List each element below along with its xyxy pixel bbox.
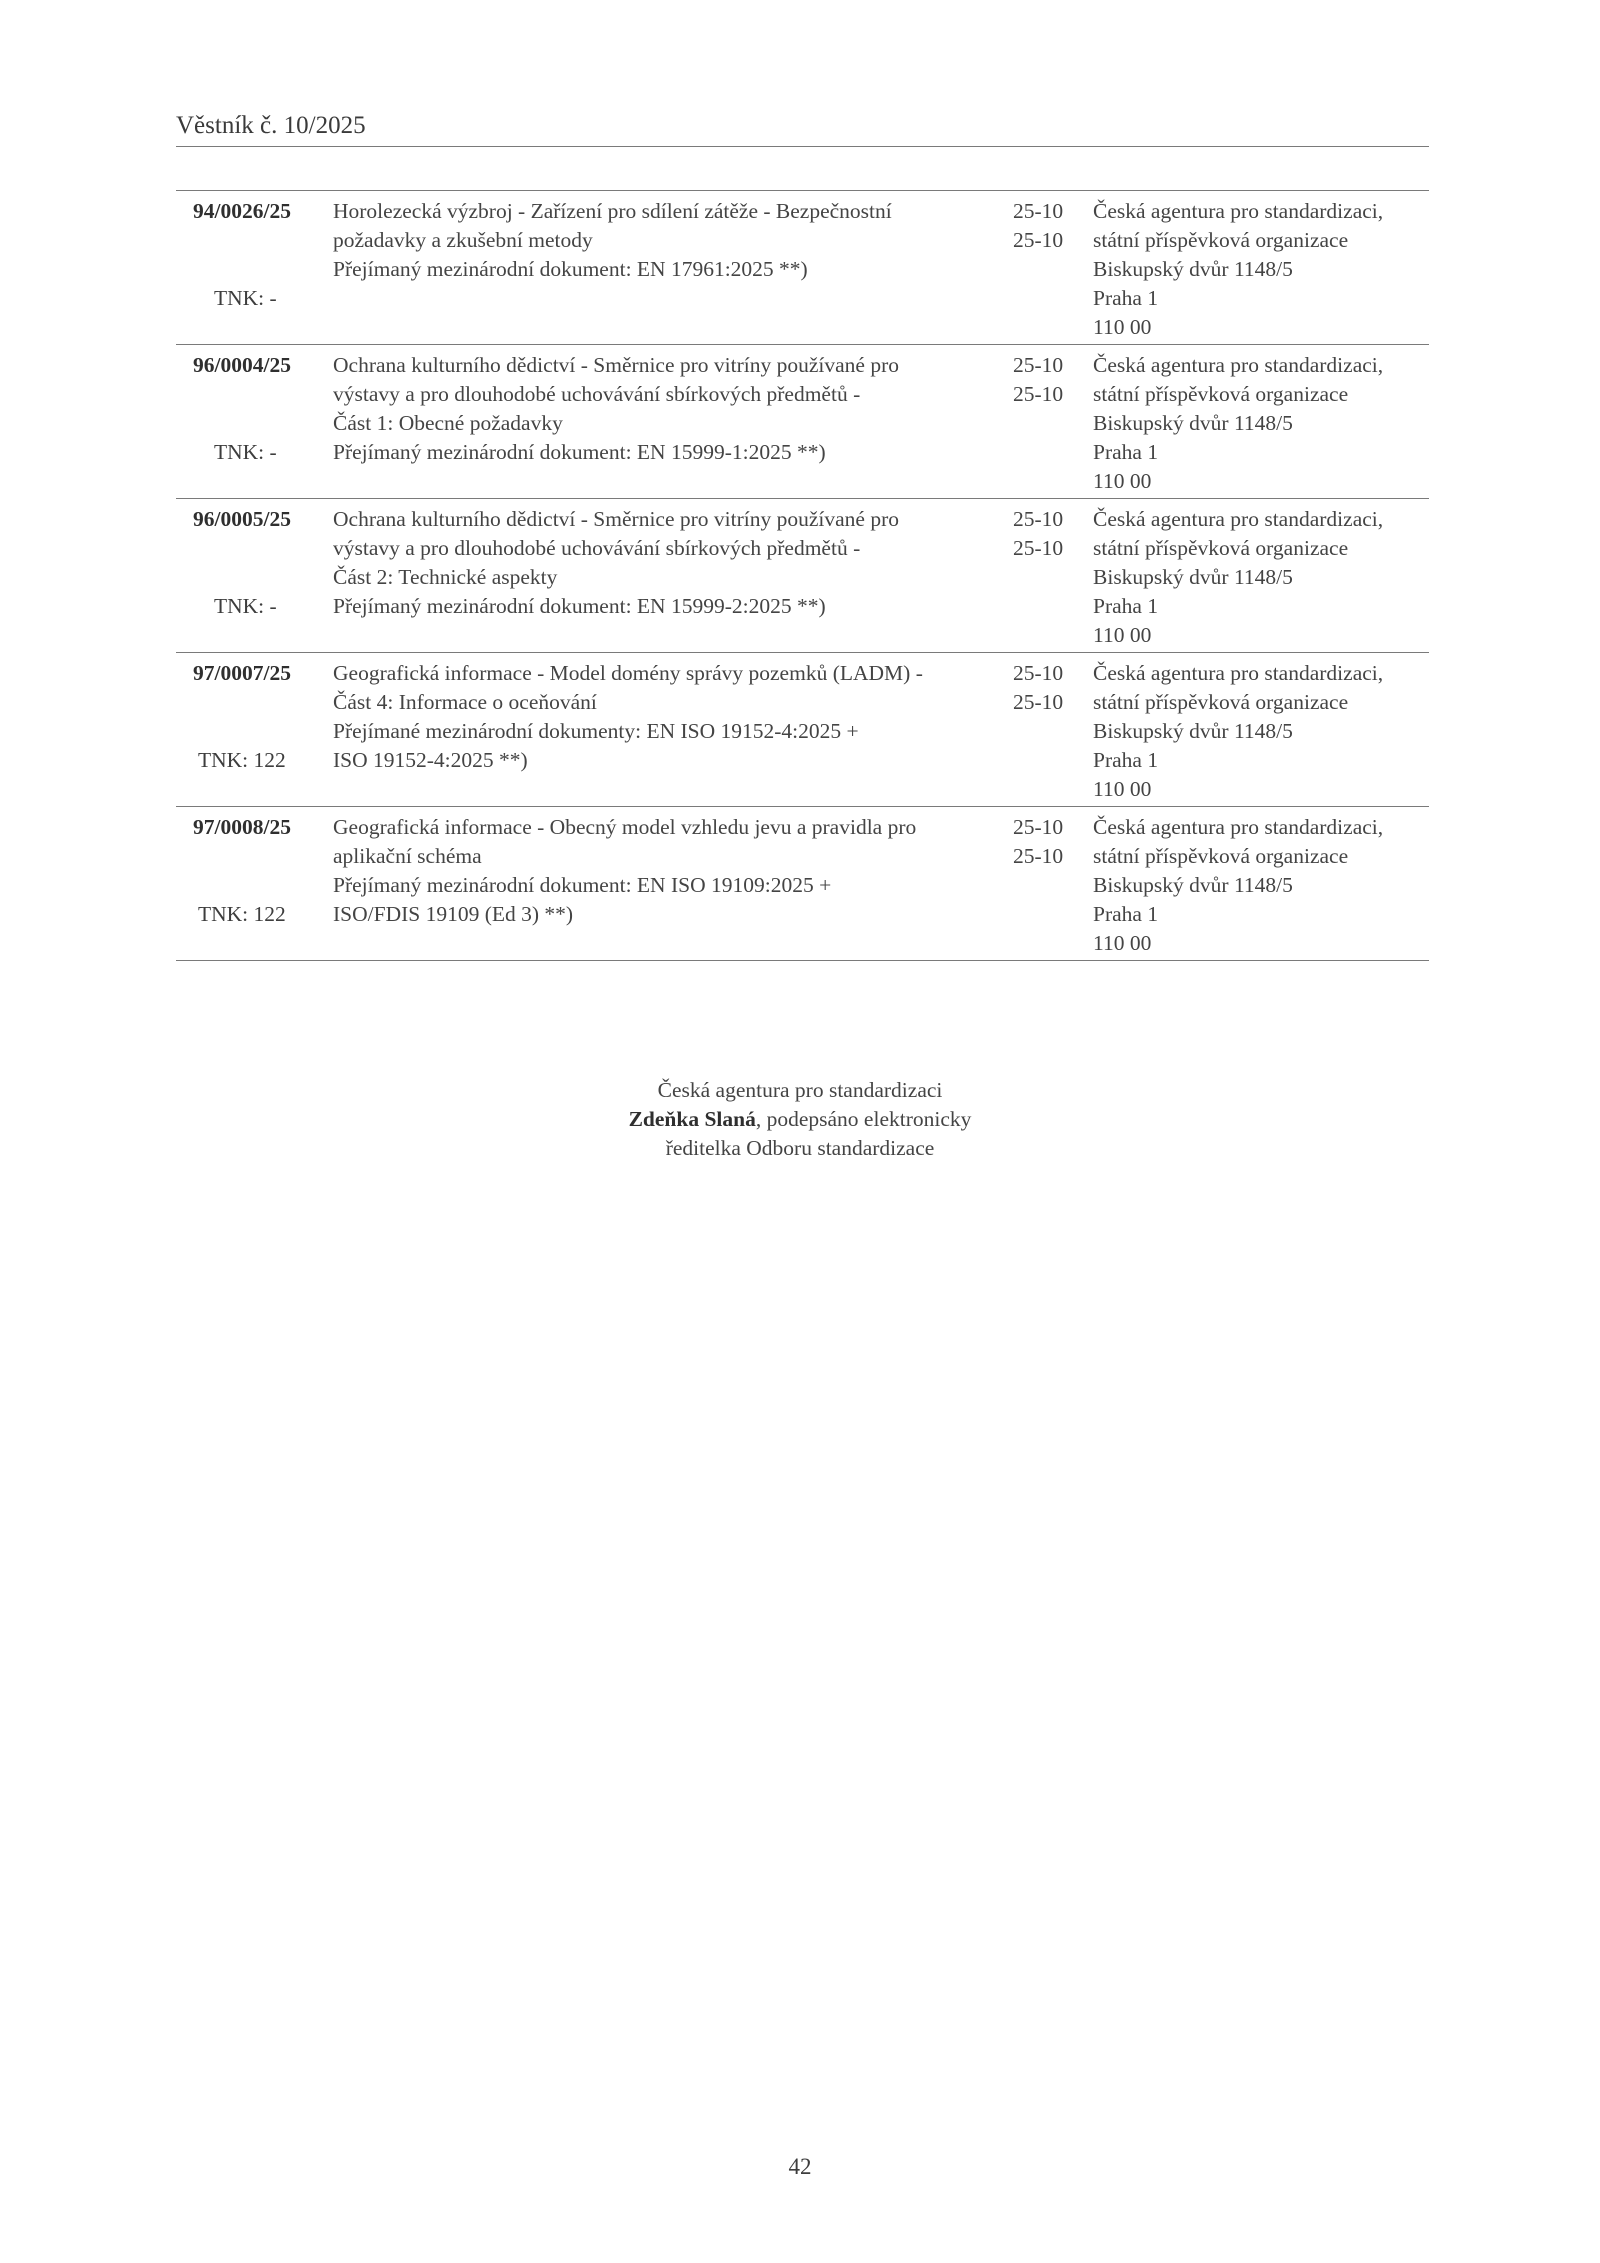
date-value: 25-10 bbox=[1013, 382, 1064, 406]
agency-address bbox=[1093, 197, 1383, 342]
agency-line: Česká agentura pro standardizaci, bbox=[1093, 199, 1384, 223]
standard-title bbox=[333, 659, 993, 775]
table-row bbox=[176, 498, 1429, 652]
agency-line: Česká agentura pro standardizaci, bbox=[1093, 661, 1384, 685]
agency-line: Biskupský dvůr 1148/5 bbox=[1093, 719, 1293, 743]
title-line: Geografická informace - Obecný model vzhledu jevu a pravidla pro bbox=[333, 815, 917, 839]
title-line: požadavky a zkušební metody bbox=[333, 228, 593, 252]
agency-line: Biskupský dvůr 1148/5 bbox=[1093, 257, 1293, 281]
tnk-label: TNK: 122 bbox=[198, 902, 286, 926]
date-value: 25-10 bbox=[1013, 815, 1064, 839]
dates bbox=[1013, 659, 1063, 717]
standard-title bbox=[333, 505, 993, 621]
agency-line: státní příspěvková organizace bbox=[1093, 536, 1349, 560]
tnk-label: TNK: 122 bbox=[198, 748, 286, 772]
dates bbox=[1013, 351, 1063, 409]
title-line: Přejímaný mezinárodní dokument: EN 17961:2025 **) bbox=[333, 257, 808, 281]
date-value: 25-10 bbox=[1013, 661, 1064, 685]
signature-block bbox=[0, 1076, 1600, 1163]
agency-address bbox=[1093, 813, 1383, 958]
date-value: 25-10 bbox=[1013, 844, 1064, 868]
agency-line: Praha 1 bbox=[1093, 594, 1159, 618]
agency-line: 110 00 bbox=[1093, 777, 1152, 801]
table-row bbox=[176, 806, 1429, 961]
date-value: 25-10 bbox=[1013, 353, 1064, 377]
agency-line: Praha 1 bbox=[1093, 902, 1159, 926]
title-line: Část 4: Informace o oceňování bbox=[333, 690, 597, 714]
title-line: Přejímaný mezinárodní dokument: EN ISO 19109:2025 + bbox=[333, 873, 832, 897]
agency-line: státní příspěvková organizace bbox=[1093, 844, 1349, 868]
standard-code: 94/0026/25 bbox=[193, 199, 291, 223]
agency-line: Praha 1 bbox=[1093, 748, 1159, 772]
date-value: 25-10 bbox=[1013, 199, 1064, 223]
agency-line: Česká agentura pro standardizaci, bbox=[1093, 507, 1384, 531]
agency-line: státní příspěvková organizace bbox=[1093, 382, 1349, 406]
title-line: Část 2: Technické aspekty bbox=[333, 565, 558, 589]
agency-line: 110 00 bbox=[1093, 469, 1152, 493]
agency-line: Česká agentura pro standardizaci, bbox=[1093, 353, 1384, 377]
agency-address bbox=[1093, 659, 1383, 804]
dates bbox=[1013, 505, 1063, 563]
agency-line: 110 00 bbox=[1093, 623, 1152, 647]
tnk-label: TNK: - bbox=[214, 440, 277, 464]
page-number: 42 bbox=[788, 2154, 812, 2179]
agency-line: 110 00 bbox=[1093, 315, 1152, 339]
signature-name-line bbox=[0, 1105, 1600, 1134]
title-line: ISO 19152-4:2025 **) bbox=[333, 748, 528, 772]
header-divider bbox=[176, 146, 1429, 147]
signatory-name: Zdeňka Slaná bbox=[628, 1107, 756, 1131]
standard-title bbox=[333, 813, 993, 929]
dates bbox=[1013, 197, 1063, 255]
title-line: aplikační schéma bbox=[333, 844, 482, 868]
table-row bbox=[176, 652, 1429, 806]
agency-line: Praha 1 bbox=[1093, 440, 1159, 464]
title-line: Přejímaný mezinárodní dokument: EN 15999-1:2025 **) bbox=[333, 440, 826, 464]
page-header-title: Věstník č. 10/2025 bbox=[176, 112, 366, 139]
title-line: výstavy a pro dlouhodobé uchovávání sbírkových předmětů - bbox=[333, 536, 861, 560]
standard-title bbox=[333, 351, 993, 467]
title-line: Geografická informace - Model domény správy pozemků (LADM) - bbox=[333, 661, 923, 685]
tnk-label: TNK: - bbox=[214, 594, 277, 618]
title-line: výstavy a pro dlouhodobé uchovávání sbírkových předmětů - bbox=[333, 382, 861, 406]
title-line: Část 1: Obecné požadavky bbox=[333, 411, 563, 435]
agency-address bbox=[1093, 351, 1383, 496]
dates bbox=[1013, 813, 1063, 871]
standard-code: 96/0005/25 bbox=[193, 507, 291, 531]
tnk-label: TNK: - bbox=[214, 286, 277, 310]
title-line: Přejímané mezinárodní dokumenty: EN ISO 19152-4:2025 + bbox=[333, 719, 859, 743]
standard-code: 96/0004/25 bbox=[193, 353, 291, 377]
standard-code: 97/0007/25 bbox=[193, 661, 291, 685]
agency-line: státní příspěvková organizace bbox=[1093, 690, 1349, 714]
signed-note: , podepsáno elektronicky bbox=[755, 1107, 972, 1131]
table-row bbox=[176, 344, 1429, 498]
agency-line: Praha 1 bbox=[1093, 286, 1159, 310]
title-line: Horolezecká výzbroj - Zařízení pro sdílení zátěže - Bezpečnostní bbox=[333, 199, 892, 223]
agency-line: státní příspěvková organizace bbox=[1093, 228, 1349, 252]
standard-code: 97/0008/25 bbox=[193, 815, 291, 839]
standards-table bbox=[176, 190, 1429, 961]
title-line: Ochrana kulturního dědictví - Směrnice pro vitríny používané pro bbox=[333, 353, 900, 377]
standard-title bbox=[333, 197, 993, 284]
agency-address bbox=[1093, 505, 1383, 650]
agency-line: Biskupský dvůr 1148/5 bbox=[1093, 873, 1293, 897]
signatory-role: ředitelka Odboru standardizace bbox=[665, 1136, 935, 1160]
agency-line: Biskupský dvůr 1148/5 bbox=[1093, 565, 1293, 589]
date-value: 25-10 bbox=[1013, 536, 1064, 560]
date-value: 25-10 bbox=[1013, 228, 1064, 252]
date-value: 25-10 bbox=[1013, 507, 1064, 531]
date-value: 25-10 bbox=[1013, 690, 1064, 714]
title-line: Přejímaný mezinárodní dokument: EN 15999-2:2025 **) bbox=[333, 594, 826, 618]
table-row bbox=[176, 190, 1429, 344]
title-line: Ochrana kulturního dědictví - Směrnice pro vitríny používané pro bbox=[333, 507, 900, 531]
agency-line: Česká agentura pro standardizaci, bbox=[1093, 815, 1384, 839]
title-line: ISO/FDIS 19109 (Ed 3) **) bbox=[333, 902, 574, 926]
agency-line: Biskupský dvůr 1148/5 bbox=[1093, 411, 1293, 435]
signature-organization: Česká agentura pro standardizaci bbox=[657, 1078, 943, 1102]
agency-line: 110 00 bbox=[1093, 931, 1152, 955]
